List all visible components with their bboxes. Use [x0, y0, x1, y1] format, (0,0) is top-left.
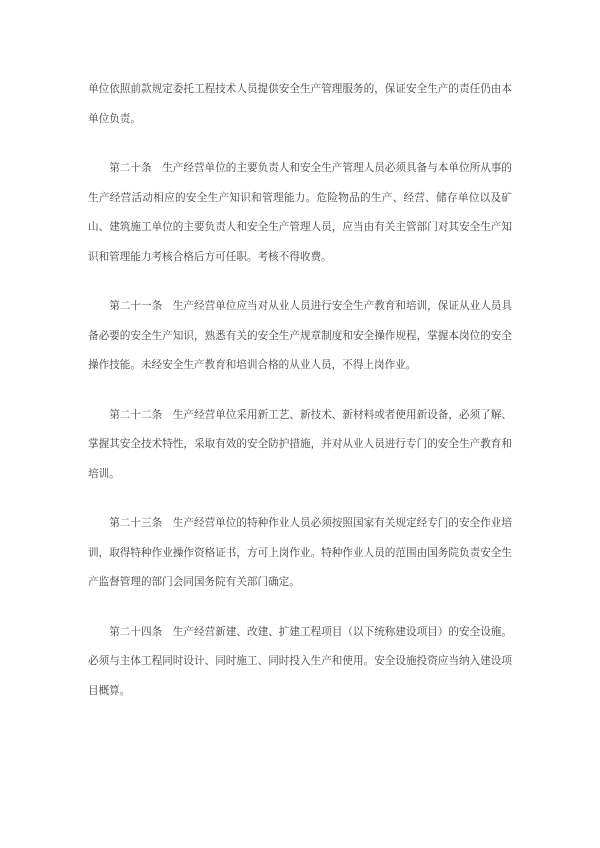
paragraph-continuation: 单位依照前款规定委托工程技术人员提供安全生产管理服务的，保证安全生产的责任仍由本单位负责。: [88, 83, 512, 125]
paragraph-article-24: 第二十四条 生产经营新建、改建、扩建工程项目（以下统称建设项目）的安全设施。必须与主体工程同时设计、同时施工、同时投入生产和使用。安全设施投资应当纳入建设项目概算。: [88, 625, 512, 697]
document-body: [88, 75, 512, 706]
paragraph-article-23: 第二十三条 生产经营单位的特种作业人员必须按照国家有关规定经专门的安全作业培训，取得特种作业操作资格证书，方可上岗作业。特种作业人员的范围由国务院负责安全生产监督管理的部门会同国务院有关部门确定。: [88, 517, 512, 588]
paragraph-article-21: 第二十一条 生产经营单位应当对从业人员进行安全生产教育和培训，保证从业人员具备必要的安全生产知识，熟悉有关的安全生产规章制度和安全操作规程，掌握本岗位的安全操作技能。未经安全生产教育和培训合格的从业人员，不得上岗作业。: [88, 300, 512, 371]
paragraph-article-22: 第二十二条 生产经营单位采用新工艺、新技术、新材料或者使用新设备，必须了解、掌握其安全技术特性，采取有效的安全防护措施，并对从业人员进行专门的安全生产教育和培训。: [88, 408, 512, 480]
paragraph-article-20: 第二十条 生产经营单位的主要负责人和安全生产管理人员必须具备与本单位所从事的生产经营活动相应的安全生产知识和管理能力。危险物品的生产、经营、储存单位以及矿山、建筑施工单位的主要负责人和安全生产管理人员，应当由有关主管部门对其安全生产知识和管理能力考核合格后方可任职。考核不得收费。: [88, 162, 512, 263]
